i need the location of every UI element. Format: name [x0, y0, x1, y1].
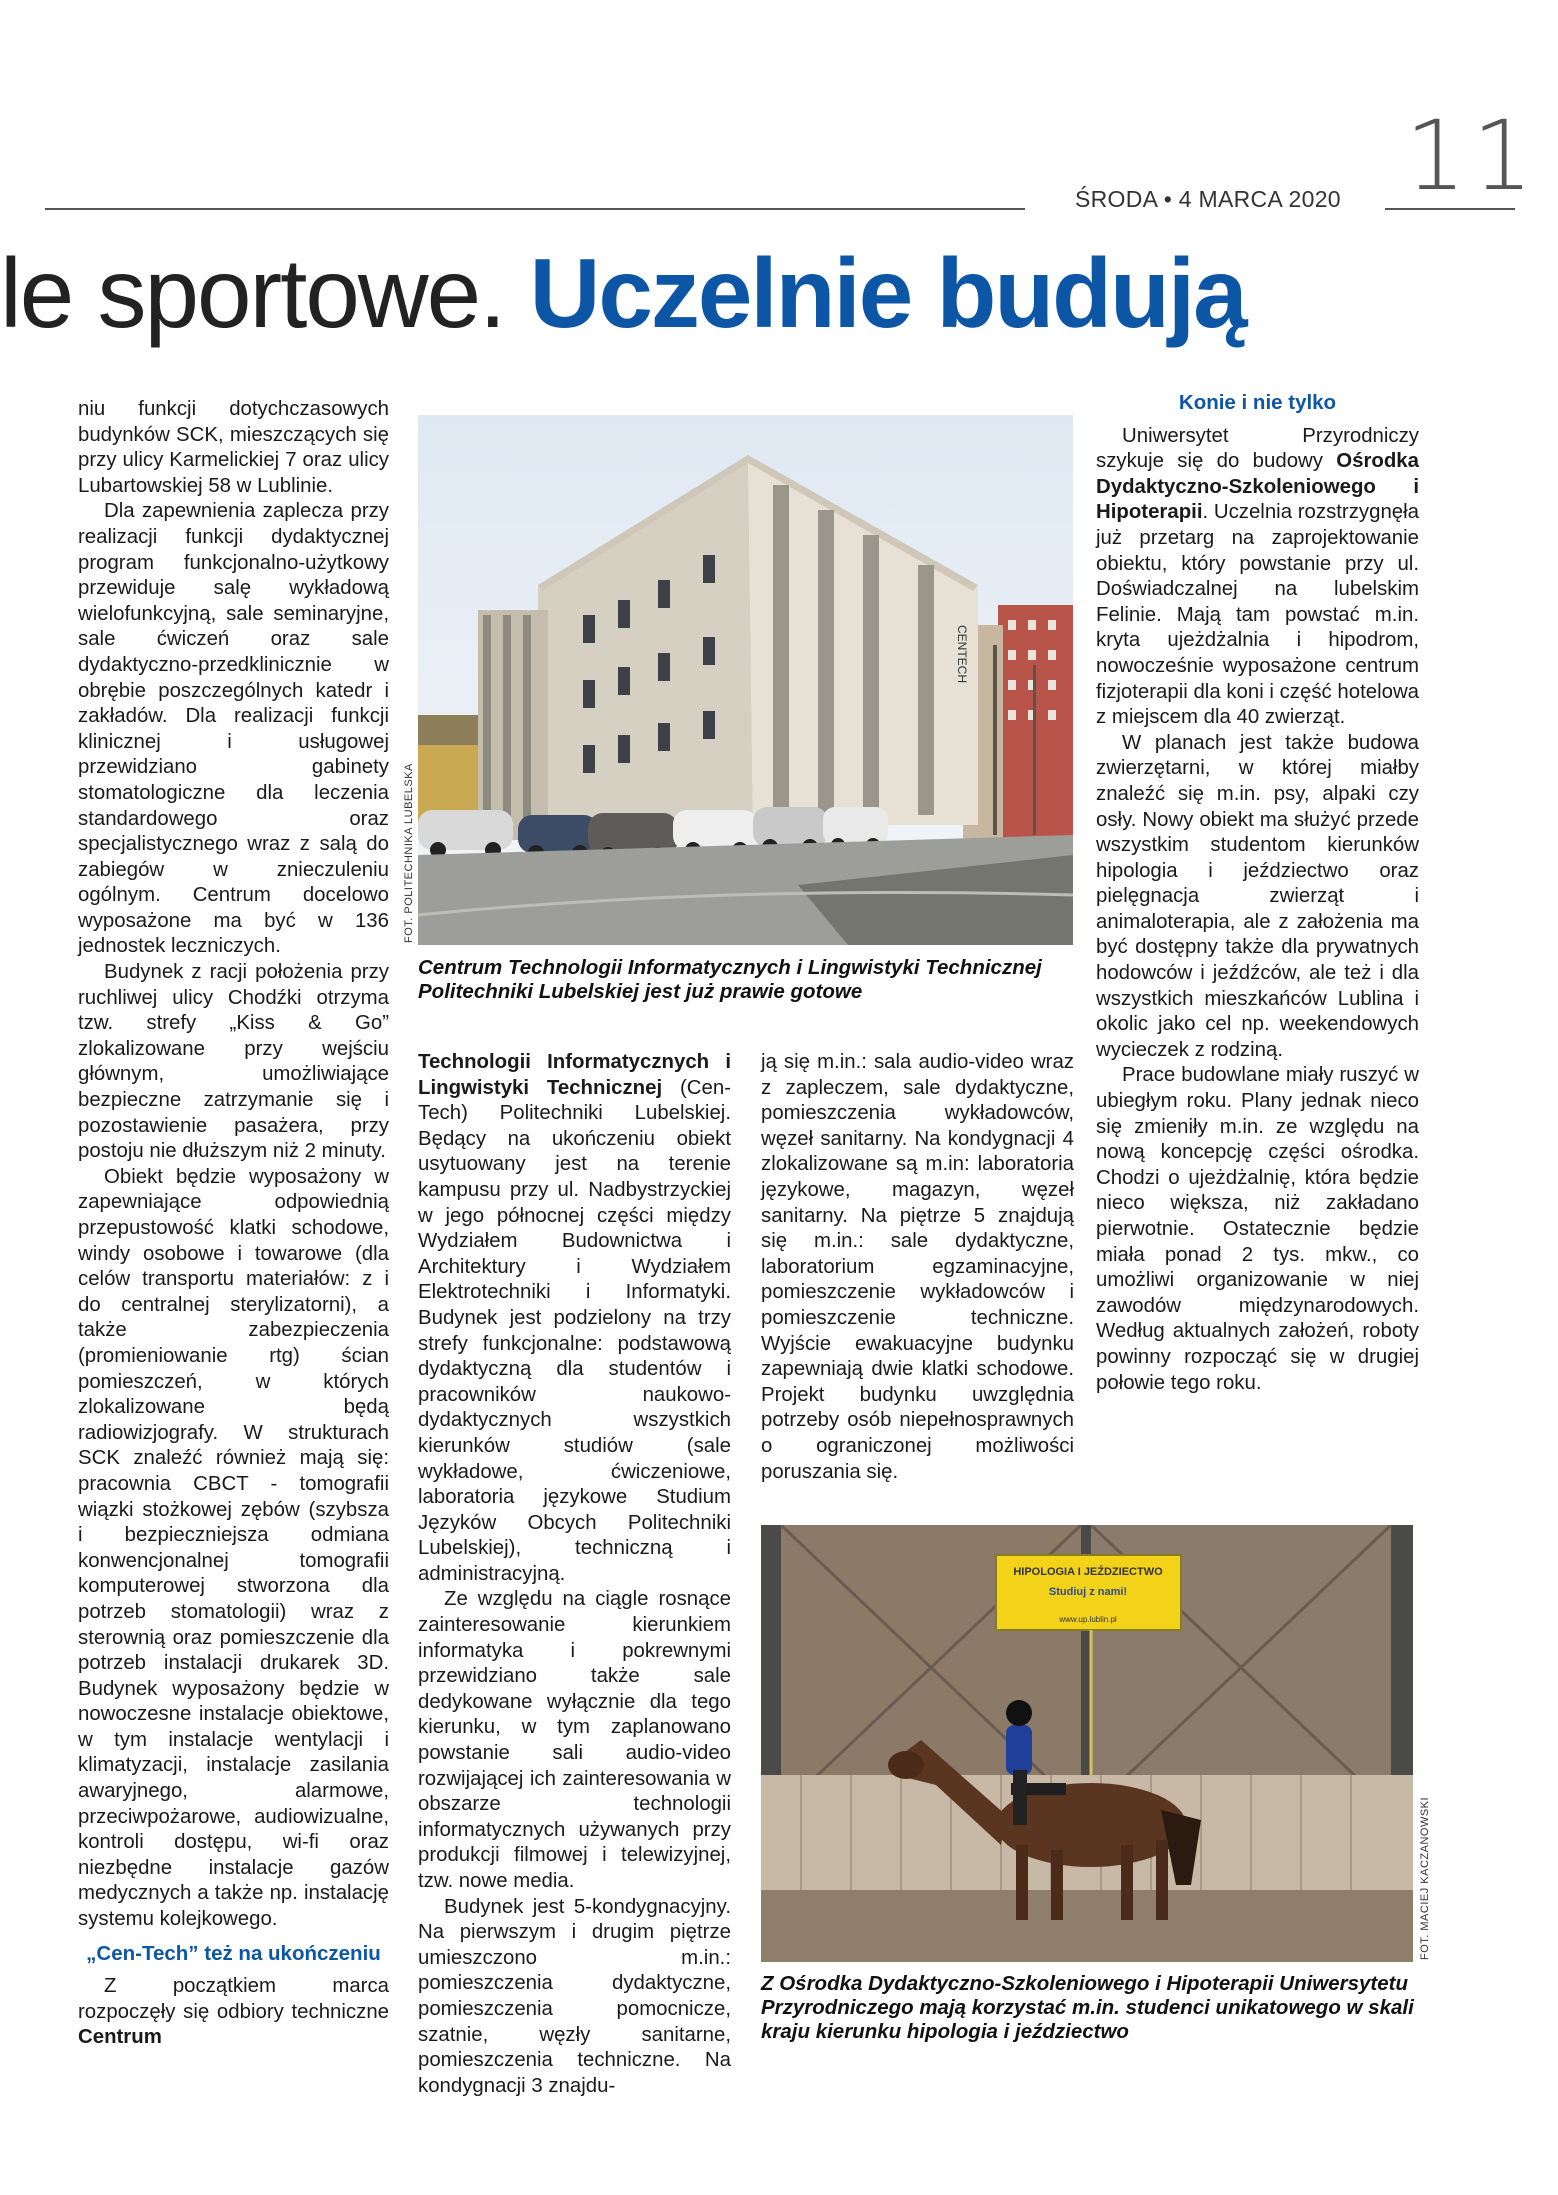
banner-title: HIPOLOGIA I JEŹDZIECTWO — [1013, 1566, 1163, 1578]
col4-p1-rest: . Uczelnia rozstrzygnęła już przetarg na zaprojektowanie obiektu, który powstanie przy ul. Doświadczalnej na lubelskim Felinie. Mają tam powstać m.in. kryta ujeżdżalnia i hipodrom, nowocześnie wyposażone centrum fizjoterapii dla koni i część hotelowa z miejscem dla 40 zwierząt. — [1096, 501, 1420, 729]
banner-url: www.up.lublin.pl — [1059, 1615, 1117, 1624]
col2-paragraph-2: Ze względu na ciągle rosnące zainteresowanie kierunkiem informatyka i pokrewnymi przewidziano także sale dedykowane wyłącznie dla tego kierunku, w tym zaplanowano powstanie sali audio-video rozwijającej ich zainteresowania w obszarze technologii informatycznych używanych przy produkcji filmowej i telewizyjnej, tzw. nowe media. — [418, 1588, 731, 1892]
column-2 — [418, 1050, 731, 2099]
photo1-caption: Centrum Technologii Informatycznych i Lingwistyki Technicznej Politechniki Lubelskiej jest już prawie gotowe — [418, 956, 1042, 1003]
col4-paragraph-3: Prace budowlane miały ruszyć w ubiegłym roku. Plany jednak nieco się zmieniły m.in. ze względu na nową koncepcję części ośrodka. Chodzi o ujeżdżalnię, która będzie nieco większa, niż zakładano pierwotnie. Ostatecznie będzie miała ponad 2 tys. mkw., co umożliwi organizowanie w niej zawodów międzynarodowych. Według aktualnych założeń, roboty powinny rozpocząć się w drugiej połowie tego roku. — [1096, 1064, 1419, 1394]
col2-p1-bold: Technologii Informatycznych i Lingwistyki Technicznej — [418, 1051, 731, 1099]
col4-p1-text: Uniwersytet Przyrodniczy szykuje się do budowy — [1096, 424, 1419, 473]
col1-paragraph-3: Budynek z racji położenia przy ruchliwej ulicy Chodźki otrzyma tzw. strefy „Kiss & Go” zlokalizowane przy wejściu głównym, umożliwiające bezpieczne zatrzymanie się i pozostawienie pasażera, przy postoju nie dłuższym niż 2 minuty. — [78, 961, 389, 1163]
issue-date: ŚRODA • 4 MARCA 2020 — [1075, 186, 1341, 212]
banner-subtitle: Studiuj z nami! — [1048, 1586, 1128, 1598]
col4-p1-bold: Ośrodka Dydaktyczno-Szkoleniowego i Hipoterapii — [1096, 450, 1419, 524]
col1-subhead: „Cen-Tech” też na ukończeniu — [86, 1941, 381, 1965]
col1-paragraph-1: niu funkcji dotychczasowych budynków SCK, mieszczących się przy ulicy Karmelickiej 7 oraz ulicy Lubartowskiej 58 w Lublinie. — [78, 398, 389, 497]
photo2-credit: FOT. MACIEJ KACZANOWSKI — [1419, 1796, 1431, 1960]
building-sign: CENTECH — [955, 625, 969, 684]
column-3 — [761, 1050, 1074, 1485]
col2-p1-text: (Cen-Tech) Politechniki Lubelskiej. Będący na ukończeniu obiekt usytuowany jest na terenie kampusu przy ul. Nadbystrzyckiej w jego północnej części między Wydziałem Budownictwa i Architektury i Wydziałem Elektrotechniki i Informatyki. Budynek jest podzielony na trzy strefy funkcjonalne: podstawową dydaktyczną dla studentów i pracowników naukowo-dydaktycznych wszystkich kierunków studiów (sale wykładowe, ćwiczeniowe, laboratoria językowe Studium Języków Obcych Politechniki Lubelskiej), techniczną i administracyjną. — [418, 1076, 731, 1585]
col2-paragraph-1 — [418, 1050, 731, 1587]
photo-horse — [761, 1525, 1413, 1962]
headline-bold: Uczelnie budują — [529, 238, 1246, 348]
col1-paragraph-2: Dla zapewnienia zaplecza przy realizacji funkcji dydaktycznej program funkcjonalno-użytkowy przewiduje salę wykładową wielofunkcyjną, sale seminaryjne, sale ćwiczeń oraz sale dydaktyczno-przedklinicznie w obrębie poszczególnych katedr i zakładów. Dla realizacji funkcji klinicznej i usługowej przewidziano gabinety stomatologiczne dla leczenia standardowego oraz specjalistycznego wraz z salą do zabiegów w znieczuleniu ogólnym. Centrum docelowo wyposażone ma być w 136 jednostek leczniczych. — [78, 500, 389, 958]
col4-subhead: Konie i nie tylko — [1178, 391, 1337, 414]
col1-paragraph-4: Obiekt będzie wyposażony w zapewniające odpowiednią przepustowość klatki schodowe, windy osobowe i towarowe (dla celów transportu materiałów: z i do centralnej sterylizatorni), a także zabezpieczenia (promieniowanie rtg) ścian pomieszczeń, w których zlokalizowane będą radiowizjografy. W strukturach SCK znaleźć również mają się: pracownia CBCT - tomografii wiązki stożkowej zębów (szybsza i bezpieczniejsza odmiana konwencjonalnej tomografii komputerowej stworzona dla potrzeb stomatologii) wraz z sterownią oraz pomieszczenie dla potrzeb instalacji drukarek 3D. Budynek wyposażony będzie w nowoczesne instalacje obiektowe, w tym instalacje wentylacji i klimatyzacji, instalacje zasilania awaryjnego, alarmowe, przeciwpożarowe, audiowizualne, kontroli dostępu, wi-fi oraz niezbędne instalacje gazów medycznych a także np. instalację systemu kolejkowego. — [78, 1165, 389, 1931]
col4-paragraph-2: W planach jest także budowa zwierzętarni, w której miałby znaleźć się m.in. psy, alpaki czy osły. Nowy obiekt ma służyć przede wszystkim studentom kierunków hipologia i jeździectwo oraz pielęgnacja zwierząt i animaloterapia, ale z założenia ma być dostępny także dla prywatnych hodowców i jeźdźców, ale też i dla wszystkich mieszkańców Lublina i okolic jako cel np. weekendowych wycieczek z rodziną. — [1096, 731, 1419, 1061]
photo1-credit: FOT. POLITECHNIKA LUBELSKA — [403, 763, 415, 943]
col1-p5-bold: Centrum — [78, 2026, 162, 2049]
headline — [0, 240, 1246, 348]
column-4 — [1096, 390, 1419, 1396]
headline-light: le sportowe. — [0, 238, 505, 348]
column-1 — [78, 397, 389, 2051]
col3-paragraph-1: ją się m.in.: sala audio-video wraz z zapleczem, sale dydaktyczne, pomieszczenia wykładowców, węzeł sanitarny. Na kondygnacji 4 zlokalizowane są m.in: laboratoria językowe, magazyn, węzeł sanitarny. Na piętrze 5 znajdują się m.in.: sale dydaktyczne, laboratorium egzaminacyjne, pomieszczenie wykładowców i pomieszczenie techniczne. Wyjście ewakuacyjne budynku zapewniają dwie klatki schodowe. Projekt budynku uwzględnia potrzeby osób niepełnosprawnych o ograniczonej możliwości poruszania się. — [761, 1051, 1074, 1483]
col2-paragraph-3: Budynek jest 5-kondygnacyjny. Na pierwszym i drugim piętrze umieszczono m.in.: pomieszczenia dydaktyczne, pomieszczenia pomocnicze, szatnie, węzły sanitarne, pomieszczenia techniczne. Na kondygnacji 3 znajdu- — [418, 1895, 731, 2097]
horse-illustration — [761, 1525, 1413, 1962]
col1-paragraph-5 — [78, 1974, 389, 2051]
col4-paragraph-1 — [1096, 424, 1419, 731]
col1-p5-text: Z początkiem marca rozpoczęły się odbiory techniczne — [78, 1975, 389, 2023]
header-rule-left — [45, 208, 1025, 210]
photo2-caption: Z Ośrodka Dydaktyczno-Szkoleniowego i Hipoterapii Uniwersytetu Przyrodniczego mają korzystać m.in. studenci unikatowego w skali kraju kierunku hipologia i jeździectwo — [761, 1972, 1414, 2043]
photo-building — [418, 415, 1073, 945]
building-illustration — [418, 415, 1073, 945]
page-number: 11 — [1405, 100, 1540, 212]
